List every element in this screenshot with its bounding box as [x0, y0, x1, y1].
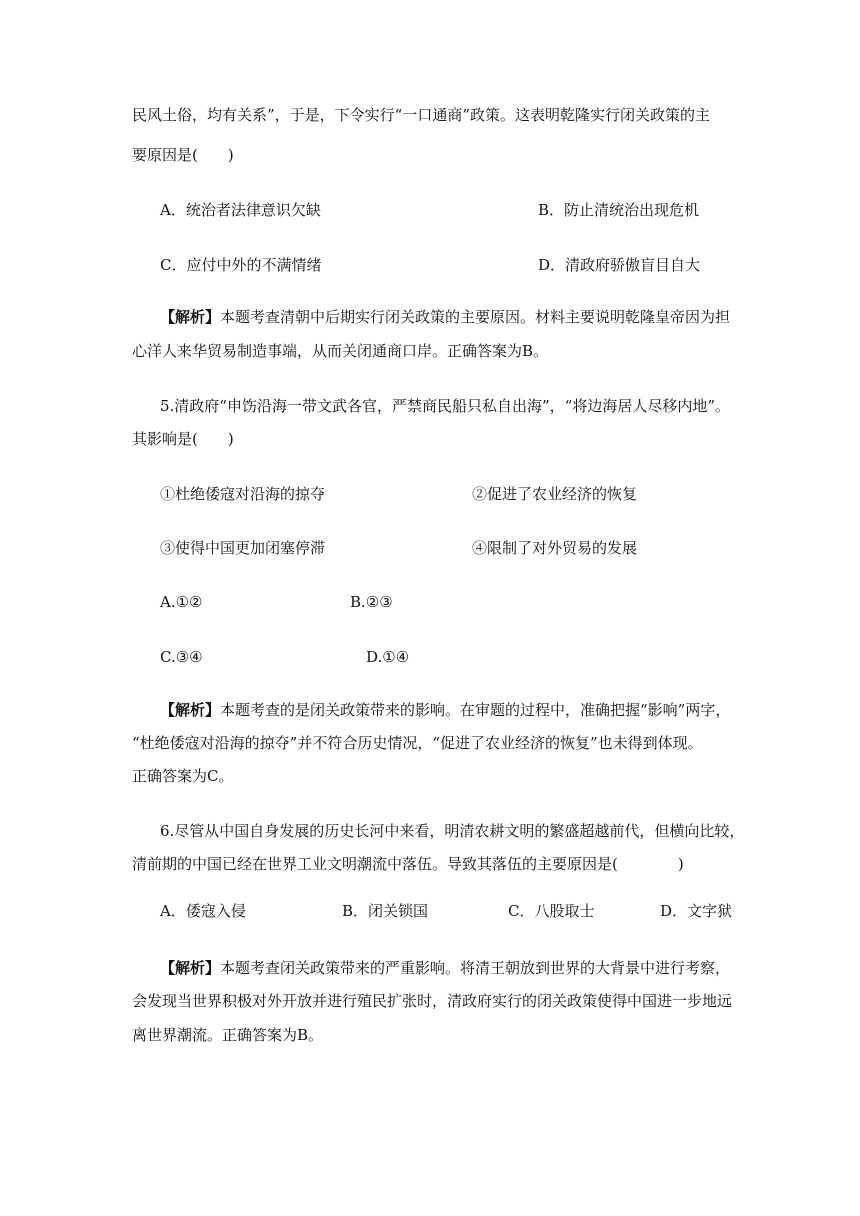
q5-analysis-text1: 本题考查的是闭关政策带来的影响。在审题的过程中，准确把握“影响”两字， — [220, 701, 731, 719]
q6-option-d: D．文字狱 — [660, 902, 733, 920]
q5-item-1: ①杜绝倭寇对沿海的掠夺 — [160, 485, 326, 503]
q4-analysis-line2: 心洋人来华贸易制造事端，从而关闭通商口岸。正确答案为B。 — [132, 342, 549, 360]
q5-item-3: ③使得中国更加闭塞停滞 — [160, 539, 326, 557]
q4-stem-line1: 民风土俗，均有关系”，于是，下令实行“一口通商”政策。这表明乾隆实行闭关政策的主 — [132, 106, 711, 124]
q4-option-b: B．防止清统治出现危机 — [538, 201, 700, 219]
q5-option-d: D.①④ — [366, 648, 410, 666]
q5-analysis-line2: “杜绝倭寇对沿海的掠夺”并不符合历史情况，“促进了农业经济的恢复”也未得到体现。 — [132, 734, 703, 752]
q6-analysis-line2: 会发现当世界积极对外开放并进行殖民扩张时，清政府实行的闭关政策使得中国进一步地远 — [132, 992, 733, 1010]
q6-option-c: C．八股取士 — [508, 902, 595, 920]
q4-stem-line2: 要原因是( ) — [132, 146, 234, 164]
q6-stem-line2: 清前期的中国已经在世界工业文明潮流中落伍。导致其落伍的主要原因是( ) — [132, 855, 684, 873]
q5-stem-line1: 5.清政府“申饬沿海一带文武各官，严禁商民船只私自出海”，“将边海居人尽移内地”。 — [160, 397, 730, 415]
q5-item-4: ④限制了对外贸易的发展 — [472, 539, 638, 557]
q4-option-c: C．应付中外的不满情绪 — [160, 256, 322, 274]
q6-option-a: A．倭寇入侵 — [160, 902, 246, 920]
q5-option-b: B.②③ — [350, 593, 393, 611]
q6-stem-line1: 6.尽管从中国自身发展的历史长河中来看，明清农耕文明的繁盛超越前代，但横向比较， — [160, 822, 745, 840]
q5-analysis-line1 — [160, 700, 730, 720]
q4-option-d: D．清政府骄傲盲目自大 — [538, 256, 701, 274]
q5-option-c: C.③④ — [160, 648, 203, 666]
q5-option-a: A.①② — [160, 593, 203, 611]
q6-analysis-line3: 离世界潮流。正确答案为B。 — [132, 1026, 324, 1044]
q4-analysis-tag: 【解析】 — [160, 308, 221, 326]
q4-analysis-text1: 本题考查清朝中后期实行闭关政策的主要原因。材料主要说明乾隆皇帝因为担 — [220, 308, 731, 326]
q6-analysis-line1 — [160, 958, 730, 978]
q5-stem-line2: 其影响是( ) — [132, 430, 234, 448]
q4-analysis-line1 — [160, 307, 730, 327]
q5-analysis-tag: 【解析】 — [160, 701, 221, 719]
q5-item-2: ②促进了农业经济的恢复 — [472, 485, 638, 503]
q6-analysis-text1: 本题考查闭关政策带来的严重影响。将清王朝放到世界的大背景中进行考察， — [220, 959, 731, 977]
q6-analysis-tag: 【解析】 — [160, 959, 221, 977]
q6-option-b: B．闭关锁国 — [342, 902, 429, 920]
q4-option-a: A．统治者法律意识欠缺 — [160, 201, 321, 219]
q5-analysis-line3: 正确答案为C。 — [132, 767, 234, 785]
